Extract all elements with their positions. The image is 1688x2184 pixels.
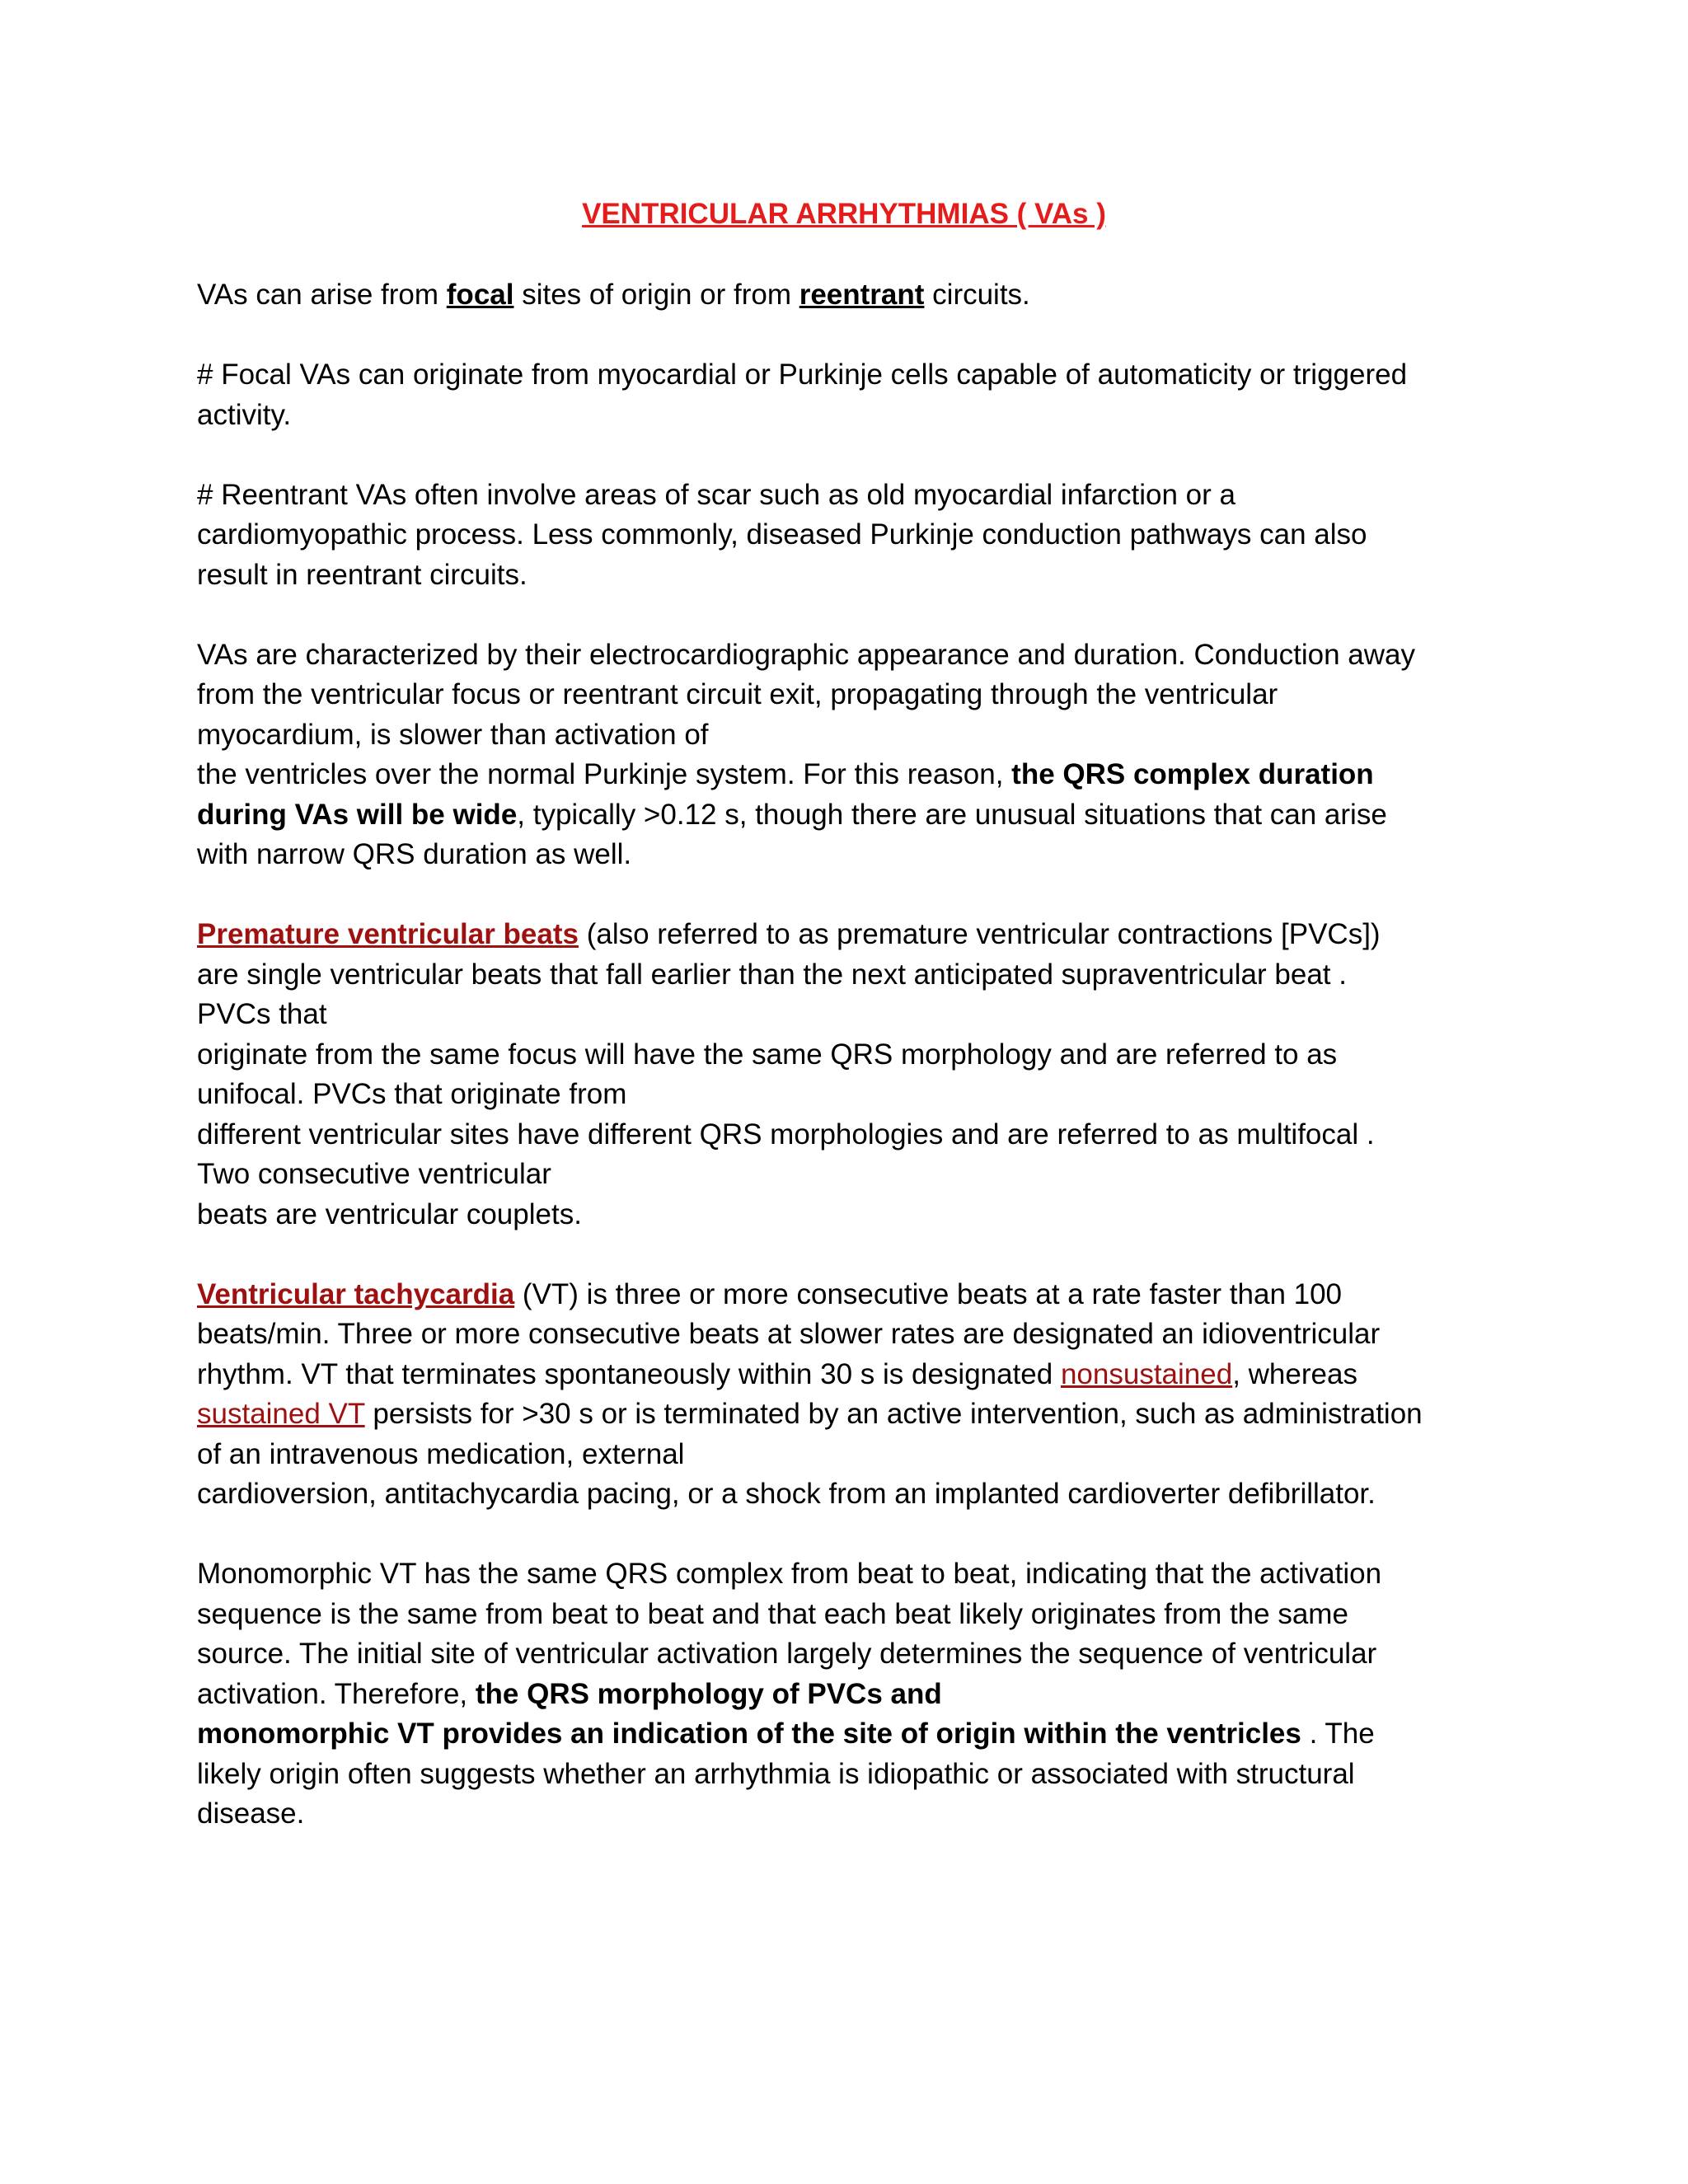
paragraph-ventricular-tachycardia: Ventricular tachycardia (VT) is three or more consecutive beats at a rate faster than 100 beats/min. Three or more consecutive beats at slower rates are designated an idioventricular rhythm. VT that terminates spontaneously within 30 s is designated nonsustained, whereas sustained VT persists for >30 s or is terminated by an active intervention, such as administration of an intravenous medication, external cardioversion, antitachycardia pacing, or a shock from an implanted cardioverter defibrillator. bbox=[197, 1277, 1423, 1510]
document-title: VENTRICULAR ARRHYTHMIAS ( VAs ) bbox=[582, 198, 1106, 230]
paragraph-premature-beats: Premature ventricular beats (also referred to as premature ventricular contractions [PVCs]) are single ventricular beats that fall earlier than the next anticipated supraventricular beat . PVCs that originate from the same focus will have the same QRS morphology and are referred to as unifocal. PVCs that originate from different ventricular sites have different QRS morphologies and are referred to as multifocal . Two consecutive ventricular beats are ventricular couplets. bbox=[197, 918, 1381, 1230]
paragraph-monomorphic-vt: Monomorphic VT has the same QRS complex from beat to beat, indicating that the activation sequence is the same from beat to beat and that each beat likely originates from the same source. The initial site of ventricular activation largely determines the sequence of ventricular activation. Therefore, the QRS morphology of PVCs and monomorphic VT provides an indication of the site of origin within the ventricles . The likely origin often suggests whether an arrhythmia is idiopathic or associated with structural disease. bbox=[197, 1558, 1382, 1830]
nonsustained-link[interactable]: nonsustained bbox=[1060, 1357, 1233, 1390]
paragraph-origins bbox=[197, 275, 1499, 316]
qrs-wide-emphasis-2: during VAs will be wide bbox=[197, 798, 518, 831]
qrs-wide-emphasis: the QRS complex duration bbox=[1011, 758, 1374, 790]
paragraph-focal-vas: # Focal VAs can originate from myocardial or Purkinje cells capable of automaticity or triggered activity. bbox=[197, 359, 1408, 431]
paragraph-reentrant-vas: # Reentrant VAs often involve areas of scar such as old myocardial infarction or a cardiomyopathic process. Less commonly, diseased Purkinje conduction pathways can also result in reentrant circuits. bbox=[197, 478, 1367, 591]
site-of-origin-emphasis: monomorphic VT provides an indication of the site of origin within the ventricles bbox=[197, 1718, 1301, 1750]
sustained-vt-link[interactable]: sustained VT bbox=[197, 1398, 365, 1430]
ventricular-tachycardia-link[interactable]: Ventricular tachycardia bbox=[197, 1277, 515, 1310]
premature-ventricular-beats-link[interactable]: Premature ventricular beats bbox=[197, 918, 579, 950]
paragraph-qrs-duration: VAs are characterized by their electrocardiographic appearance and duration. Conduction away from the ventricular focus or reentrant circuit exit, propagating through the ventricular myocardium, is slower than activation of the ventricles over the normal Purkinje system. For this reason, the QRS complex duration during VAs will be wide, typically >0.12 s, though there are unusual situations that can arise with narrow QRS duration as well. bbox=[197, 638, 1415, 870]
text-line: VAs can arise from focal sites of origin or from reentrant circuits. bbox=[197, 279, 1030, 311]
qrs-morphology-emphasis: the QRS morphology of PVCs and bbox=[475, 1677, 942, 1710]
focal-term: focal bbox=[446, 279, 514, 311]
document-body bbox=[197, 275, 1499, 1874]
reentrant-term: reentrant bbox=[799, 279, 925, 311]
